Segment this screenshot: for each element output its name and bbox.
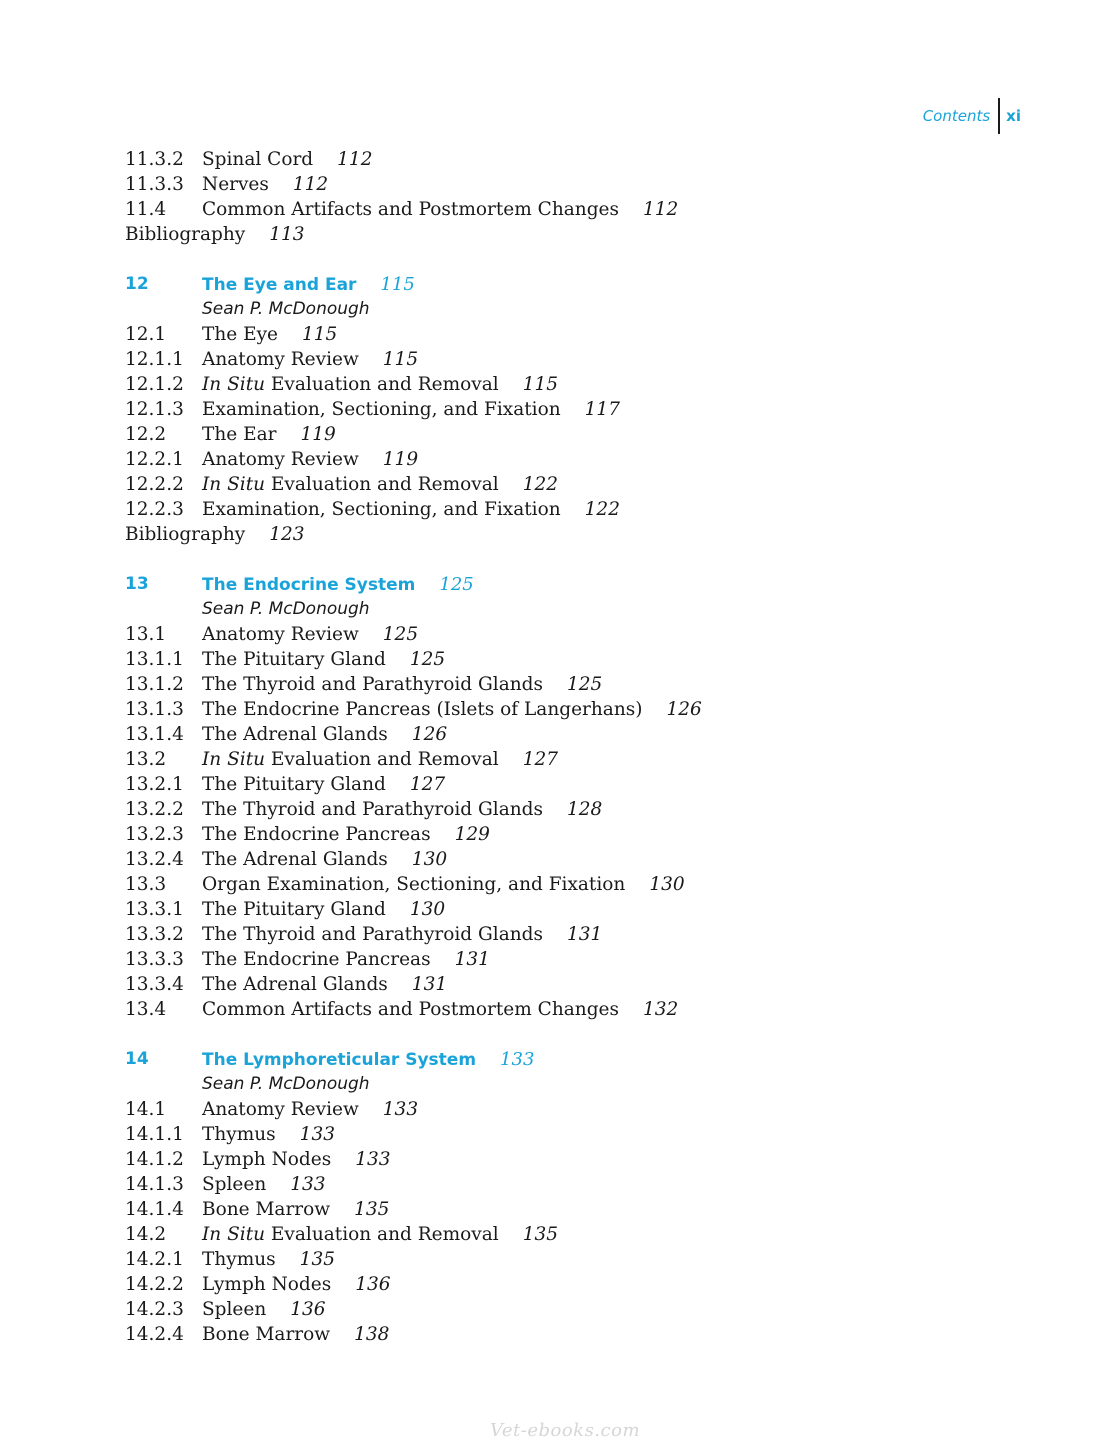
- section-title: [202, 397, 620, 422]
- section-spacer: [125, 247, 1057, 272]
- title-text: Common Artifacts and Postmortem Changes: [202, 999, 619, 1020]
- section-number: 13.3.1: [125, 899, 184, 920]
- section-title: [202, 847, 447, 872]
- page-number: 123: [269, 524, 305, 545]
- chapter-title: [202, 272, 415, 298]
- section-number: 13.4: [125, 999, 167, 1020]
- title-italic-part: In Situ: [202, 474, 266, 495]
- section-title: [202, 1222, 558, 1247]
- section-title: [202, 922, 602, 947]
- section-title: [202, 347, 418, 372]
- page-number: 113: [269, 224, 305, 245]
- chapter-heading: [125, 572, 1057, 597]
- section-title: [202, 872, 685, 897]
- toc-entry: [125, 997, 1057, 1022]
- toc-entry: [125, 1172, 1057, 1197]
- section-number: 13.3.3: [125, 949, 184, 970]
- page-number: 133: [382, 1099, 419, 1120]
- section-number: 14.1.4: [125, 1199, 184, 1220]
- title-text: The Eye and Ear: [202, 275, 357, 295]
- section-number: 11.4: [125, 199, 167, 220]
- title-text: Spinal Cord: [202, 149, 314, 170]
- section-number: 12.1.2: [125, 374, 184, 395]
- section-title: [202, 772, 445, 797]
- page-number: 133: [355, 1149, 391, 1170]
- table-of-contents: [125, 147, 1057, 1347]
- title-text: Bibliography: [125, 224, 246, 245]
- section-title: [202, 797, 602, 822]
- toc-entry: [125, 822, 1057, 847]
- toc-entry: [125, 397, 1057, 422]
- section-number: 13.2.4: [125, 849, 184, 870]
- toc-entry: [125, 1322, 1057, 1347]
- chapter-number: 12: [125, 274, 149, 294]
- title-text: The Pituitary Gland: [202, 649, 386, 670]
- section-title: [202, 897, 445, 922]
- page-number: 130: [409, 899, 446, 920]
- section-number: 13.1: [125, 624, 167, 645]
- toc-entry: [125, 772, 1057, 797]
- section-number: 14.2.2: [125, 1274, 184, 1295]
- section-number: 14.2.1: [125, 1249, 184, 1270]
- section-number: 14.1.3: [125, 1174, 184, 1195]
- toc-entry: [125, 1297, 1057, 1322]
- chapter-author: Sean P. McDonough: [202, 599, 370, 619]
- section-number: 12.1.3: [125, 399, 184, 420]
- toc-entry: [125, 472, 1057, 497]
- title-text: Organ Examination, Sectioning, and Fixation: [202, 874, 626, 895]
- page-number: 135: [522, 1224, 558, 1245]
- toc-entry: [125, 172, 1057, 197]
- page-number: 133: [500, 1049, 535, 1070]
- toc-entry: [125, 947, 1057, 972]
- title-text: Bone Marrow: [202, 1199, 331, 1220]
- section-number: 13.3.2: [125, 924, 184, 945]
- toc-entry: [125, 722, 1057, 747]
- page-number: 112: [337, 149, 373, 170]
- section-title: [202, 972, 447, 997]
- section-title: [202, 172, 328, 197]
- page-number: 128: [567, 799, 603, 820]
- page-number: 112: [292, 174, 329, 195]
- toc-entry: [125, 497, 1057, 522]
- page-number: 112: [642, 199, 679, 220]
- chapter-heading: [125, 1047, 1057, 1072]
- toc-entry: [125, 797, 1057, 822]
- section-number: 14.1.1: [125, 1124, 184, 1145]
- section-title: [202, 197, 678, 222]
- toc-entry: [125, 522, 1057, 547]
- title-text: The Adrenal Glands: [202, 849, 388, 870]
- title-text: Anatomy Review: [202, 624, 359, 645]
- section-number: 13.3.4: [125, 974, 184, 995]
- section-title: [202, 947, 490, 972]
- page-number: 129: [454, 824, 490, 845]
- toc-entry: [125, 372, 1057, 397]
- page-number: 133: [299, 1124, 335, 1145]
- page-number: 131: [567, 924, 603, 945]
- title-text: Bibliography: [125, 524, 246, 545]
- title-text: The Thyroid and Parathyroid Glands: [202, 924, 543, 945]
- toc-entry: [125, 1197, 1057, 1222]
- section-title: [202, 1247, 335, 1272]
- toc-entry: [125, 747, 1057, 772]
- page-number: 125: [409, 649, 446, 670]
- section-title: [202, 997, 678, 1022]
- title-text: The Pituitary Gland: [202, 899, 386, 920]
- title-italic-part: In Situ: [202, 374, 266, 395]
- page-number: 126: [666, 699, 702, 720]
- page-number: 135: [299, 1249, 335, 1270]
- title-text: Anatomy Review: [202, 449, 359, 470]
- section-title: [202, 1147, 391, 1172]
- section-number: 12.2.1: [125, 449, 184, 470]
- toc-entry: [125, 672, 1057, 697]
- section-title: [202, 722, 447, 747]
- title-text: Evaluation and Removal: [265, 749, 499, 770]
- page-number: 119: [382, 449, 419, 470]
- section-number: 14.1: [125, 1099, 167, 1120]
- section-number: 14.1.2: [125, 1149, 184, 1170]
- section-number: 13.2.2: [125, 799, 184, 820]
- header-section-label: Contents: [922, 107, 991, 125]
- page-number: 122: [584, 499, 620, 520]
- section-title: [125, 222, 305, 247]
- page-number: 115: [380, 274, 415, 295]
- page-number: 125: [439, 574, 474, 595]
- toc-entry: [125, 1247, 1057, 1272]
- chapter-title: [202, 1047, 534, 1073]
- section-title: [202, 697, 702, 722]
- title-text: Evaluation and Removal: [265, 1224, 499, 1245]
- title-text: Common Artifacts and Postmortem Changes: [202, 199, 619, 220]
- section-number: 13.2.3: [125, 824, 184, 845]
- toc-entry: [125, 422, 1057, 447]
- section-number: 12.2.2: [125, 474, 184, 495]
- toc-entry: [125, 622, 1057, 647]
- section-spacer: [125, 547, 1057, 572]
- section-title: [202, 147, 372, 172]
- header-page-number: xi: [1006, 107, 1021, 125]
- chapter-author: Sean P. McDonough: [202, 1074, 370, 1094]
- chapter-author-line: [125, 597, 1057, 622]
- page-number: 125: [567, 674, 603, 695]
- section-number: 12.1: [125, 324, 167, 345]
- page-number: 133: [290, 1174, 326, 1195]
- toc-entry: [125, 922, 1057, 947]
- section-number: 13.2: [125, 749, 167, 770]
- toc-entry: [125, 1122, 1057, 1147]
- title-text: The Thyroid and Parathyroid Glands: [202, 674, 543, 695]
- page-number: 127: [522, 749, 558, 770]
- section-number: 13.1.2: [125, 674, 184, 695]
- section-title: [202, 1297, 326, 1322]
- section-number: 14.2.4: [125, 1324, 184, 1345]
- title-text: The Eye: [202, 324, 278, 345]
- running-header: [923, 98, 1021, 134]
- section-title: [202, 1122, 335, 1147]
- page-number: 132: [642, 999, 679, 1020]
- page-number: 122: [522, 474, 558, 495]
- title-text: The Endocrine System: [202, 575, 416, 595]
- section-spacer: [125, 1022, 1057, 1047]
- section-title: [202, 372, 558, 397]
- title-text: The Endocrine Pancreas: [202, 824, 431, 845]
- toc-entry: [125, 697, 1057, 722]
- section-title: [202, 622, 418, 647]
- title-text: The Adrenal Glands: [202, 724, 388, 745]
- title-text: Thymus: [202, 1124, 276, 1145]
- page-number: 136: [290, 1299, 326, 1320]
- toc-entry: [125, 147, 1057, 172]
- page-number: 131: [454, 949, 490, 970]
- toc-entry: [125, 322, 1057, 347]
- section-number: 11.3.3: [125, 174, 184, 195]
- toc-entry: [125, 347, 1057, 372]
- page-number: 130: [649, 874, 685, 895]
- chapter-author: Sean P. McDonough: [202, 299, 370, 319]
- toc-entry: [125, 1222, 1057, 1247]
- section-title: [202, 1322, 389, 1347]
- section-title: [202, 472, 558, 497]
- section-title: [202, 447, 418, 472]
- page-number: 135: [354, 1199, 390, 1220]
- title-text: Spleen: [202, 1174, 267, 1195]
- title-text: The Endocrine Pancreas (Islets of Langerhans): [202, 699, 643, 720]
- title-text: Examination, Sectioning, and Fixation: [202, 399, 561, 420]
- chapter-number: 13: [125, 574, 149, 594]
- watermark-logo: Vet-ebooks.com: [490, 1420, 641, 1441]
- title-text: Anatomy Review: [202, 1099, 359, 1120]
- title-text: Lymph Nodes: [202, 1149, 332, 1170]
- chapter-heading: [125, 272, 1057, 297]
- title-text: The Lymphoreticular System: [202, 1050, 477, 1070]
- section-title: [202, 1197, 389, 1222]
- title-text: Nerves: [202, 174, 269, 195]
- section-number: 12.1.1: [125, 349, 184, 370]
- page-number: 115: [302, 324, 338, 345]
- toc-entry: [125, 1097, 1057, 1122]
- section-title: [202, 322, 337, 347]
- title-text: The Thyroid and Parathyroid Glands: [202, 799, 543, 820]
- section-title: [202, 672, 602, 697]
- title-text: Spleen: [202, 1299, 267, 1320]
- page-number: 115: [382, 349, 419, 370]
- toc-entry: [125, 197, 1057, 222]
- title-text: The Ear: [202, 424, 277, 445]
- section-number: 13.3: [125, 874, 167, 895]
- chapter-title: [202, 572, 474, 598]
- section-number: 14.2.3: [125, 1299, 184, 1320]
- page-number: 138: [354, 1324, 390, 1345]
- page-number: 127: [409, 774, 446, 795]
- title-text: Evaluation and Removal: [265, 374, 499, 395]
- section-title: [202, 422, 336, 447]
- page-number: 115: [522, 374, 558, 395]
- chapter-author-line: [125, 1072, 1057, 1097]
- toc-entry: [125, 647, 1057, 672]
- section-number: 13.1.1: [125, 649, 184, 670]
- section-title: [202, 822, 490, 847]
- section-title: [202, 1172, 326, 1197]
- section-number: 12.2.3: [125, 499, 184, 520]
- toc-entry: [125, 897, 1057, 922]
- title-text: Anatomy Review: [202, 349, 359, 370]
- chapter-author-line: [125, 297, 1057, 322]
- section-number: 12.2: [125, 424, 167, 445]
- title-text: The Endocrine Pancreas: [202, 949, 431, 970]
- page-number: 126: [411, 724, 448, 745]
- title-text: Lymph Nodes: [202, 1274, 332, 1295]
- title-text: The Adrenal Glands: [202, 974, 388, 995]
- toc-entry: [125, 1272, 1057, 1297]
- title-text: Thymus: [202, 1249, 276, 1270]
- section-title: [202, 1097, 418, 1122]
- section-title: [125, 522, 305, 547]
- page-number: 119: [300, 424, 336, 445]
- toc-entry: [125, 1147, 1057, 1172]
- toc-entry: [125, 847, 1057, 872]
- title-italic-part: In Situ: [202, 1224, 266, 1245]
- section-number: 13.1.4: [125, 724, 184, 745]
- section-title: [202, 497, 620, 522]
- title-text: Evaluation and Removal: [265, 474, 499, 495]
- section-number: 13.2.1: [125, 774, 184, 795]
- title-text: The Pituitary Gland: [202, 774, 386, 795]
- toc-entry: [125, 872, 1057, 897]
- title-italic-part: In Situ: [202, 749, 266, 770]
- page-number: 125: [382, 624, 419, 645]
- section-number: 11.3.2: [125, 149, 184, 170]
- title-text: Examination, Sectioning, and Fixation: [202, 499, 561, 520]
- page-number: 117: [584, 399, 620, 420]
- section-number: 13.1.3: [125, 699, 184, 720]
- toc-entry: [125, 972, 1057, 997]
- section-title: [202, 647, 445, 672]
- toc-entry: [125, 222, 1057, 247]
- page-number: 136: [355, 1274, 391, 1295]
- chapter-number: 14: [125, 1049, 149, 1069]
- section-number: 14.2: [125, 1224, 167, 1245]
- title-text: Bone Marrow: [202, 1324, 331, 1345]
- page-number: 130: [411, 849, 448, 870]
- section-title: [202, 1272, 391, 1297]
- page-number: 131: [411, 974, 448, 995]
- section-title: [202, 747, 558, 772]
- toc-entry: [125, 447, 1057, 472]
